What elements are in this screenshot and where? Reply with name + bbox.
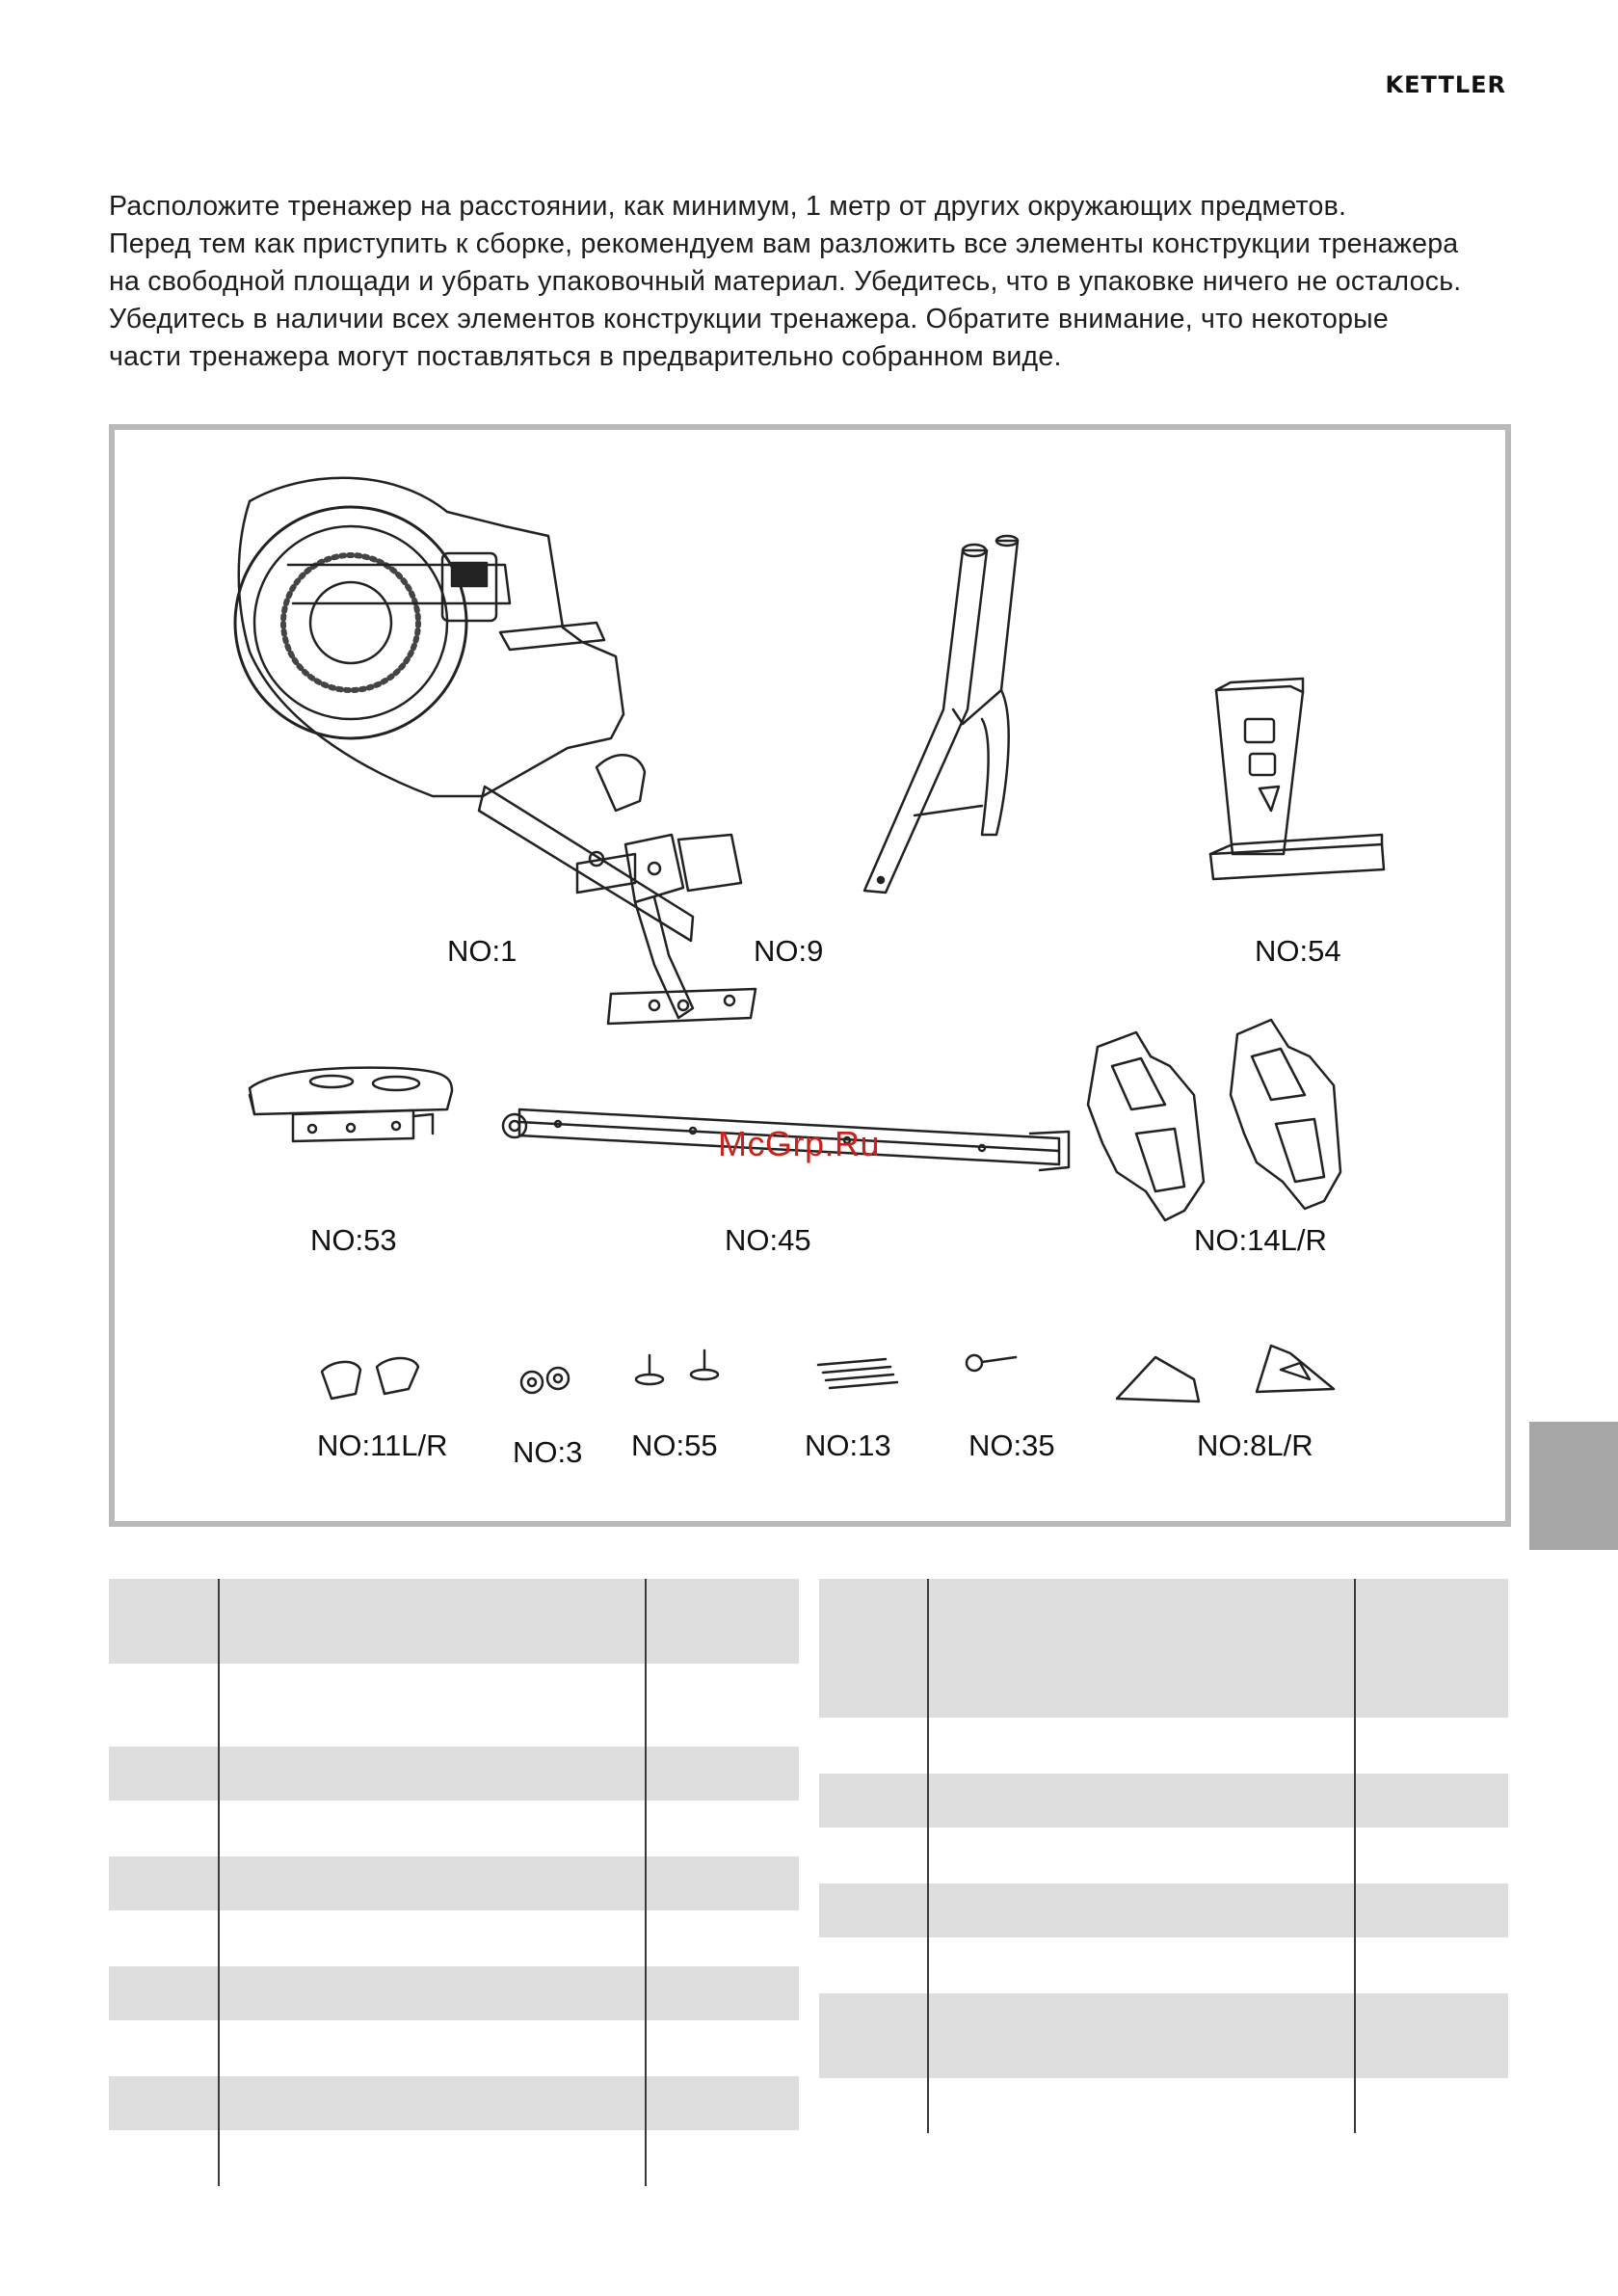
intro-line: Перед тем как приступить к сборке, рекомендуем вам разложить все элементы конструкции тренажера: [109, 228, 1459, 259]
small-parts-drawing: [322, 1346, 1334, 1402]
intro-paragraph: [109, 188, 1508, 376]
table-divider: [927, 1579, 929, 2133]
table-row: [109, 1579, 799, 1664]
table-row: [109, 1856, 799, 1910]
part-label-no35: NO:35: [968, 1428, 1055, 1462]
intro-line: части тренажера могут поставляться в предварительно собранном виде.: [109, 341, 1062, 372]
part-label-no3: NO:3: [513, 1435, 583, 1469]
table-row: [819, 1993, 1508, 2078]
kettler-logo: KETTLER: [1385, 71, 1506, 98]
part-label-no8lr: NO:8L/R: [1197, 1428, 1313, 1462]
foot-pedals-drawing: [1088, 1020, 1340, 1220]
monitor-support-drawing: [1210, 679, 1384, 879]
part-label-no53: NO:53: [310, 1223, 397, 1257]
seat-drawing: [250, 1068, 452, 1141]
table-row: [109, 1966, 799, 2020]
intro-line: Расположите тренажер на расстоянии, как минимум, 1 метр от других окружающих предметов.: [109, 191, 1347, 222]
intro-line: на свободной площади и убрать упаковочный материал. Убедитесь, что в упаковке ничего не осталось.: [109, 266, 1462, 297]
table-divider: [1354, 1579, 1356, 2133]
part-label-no13: NO:13: [805, 1428, 891, 1462]
table-row: [819, 1774, 1508, 1828]
part-label-no9: NO:9: [754, 934, 824, 968]
intro-line: Убедитесь в наличии всех элементов конструкции тренажера. Обратите внимание, что некоторые: [109, 304, 1390, 334]
parts-table-left: [109, 1579, 799, 2186]
part-label-no1: NO:1: [447, 934, 517, 968]
section-tab: [1529, 1422, 1618, 1550]
part-label-no14lr: NO:14L/R: [1194, 1223, 1327, 1257]
table-row: [819, 1883, 1508, 1937]
table-divider: [218, 1579, 220, 2186]
part-label-no55: NO:55: [631, 1428, 718, 1462]
parts-overview-panel: [109, 424, 1511, 1527]
table-row: [109, 2076, 799, 2130]
table-row: [109, 1747, 799, 1801]
part-label-no11lr: NO:11L/R: [317, 1428, 448, 1462]
table-row: [819, 1579, 1508, 1718]
part-label-no54: NO:54: [1255, 934, 1341, 968]
part-label-no45: NO:45: [725, 1223, 811, 1257]
watermark: McGrp.Ru: [718, 1124, 881, 1163]
table-divider: [645, 1579, 647, 2186]
parts-table-right: [819, 1579, 1508, 2133]
front-stabilizer-frame-drawing: [864, 536, 1018, 893]
